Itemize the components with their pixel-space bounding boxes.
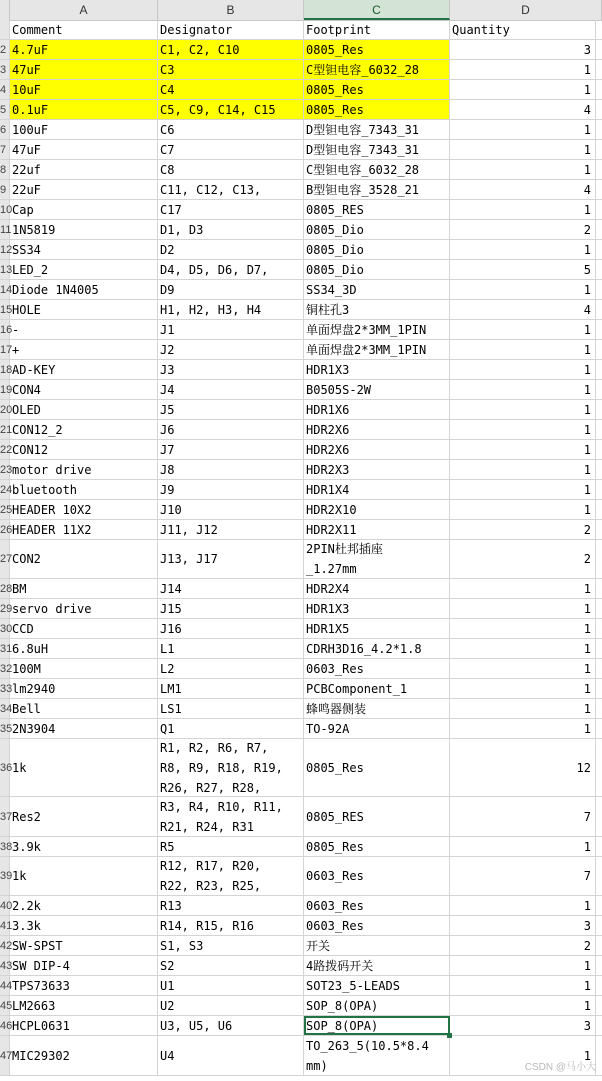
table-row [0, 956, 602, 976]
header-footprint[interactable]: Footprint [304, 20, 450, 39]
cell-designator[interactable]: U2 [158, 996, 304, 1015]
cell-designator[interactable]: J2 [158, 340, 304, 359]
cell-designator[interactable]: C11, C12, C13, [158, 180, 304, 199]
row-number[interactable]: 38 [0, 837, 10, 856]
row-number[interactable]: 40 [0, 896, 10, 915]
row-number[interactable]: 10 [0, 200, 10, 219]
row-number[interactable]: 15 [0, 300, 10, 319]
cell-designator[interactable]: D1, D3 [158, 220, 304, 239]
cell-footprint[interactable]: HDR2X11 [304, 520, 450, 539]
cell-comment[interactable]: 6.8uH [10, 639, 158, 658]
row-number[interactable]: 25 [0, 500, 10, 519]
cell-footprint[interactable]: HDR1X4 [304, 480, 450, 499]
cell-footprint[interactable]: 0805_Res [304, 837, 450, 856]
row-number[interactable]: 16 [0, 320, 10, 339]
cell-comment[interactable]: HCPL0631 [10, 1016, 158, 1035]
cell-designator[interactable]: Q1 [158, 719, 304, 738]
row-number[interactable]: 43 [0, 956, 10, 975]
cell-designator[interactable]: J7 [158, 440, 304, 459]
cell-quantity[interactable]: 1 [450, 440, 596, 459]
cell-comment[interactable]: - [10, 320, 158, 339]
cell-quantity[interactable]: 12 [450, 739, 596, 796]
table-row [0, 679, 602, 699]
cell-quantity[interactable]: 1 [450, 480, 596, 499]
cell-designator[interactable]: C4 [158, 80, 304, 99]
cell-footprint[interactable]: 单面焊盘2*3MM_1PIN [304, 320, 450, 339]
cell-footprint[interactable]: 0603_Res [304, 659, 450, 678]
table-row [0, 719, 602, 739]
table-row [0, 797, 602, 837]
cell-footprint[interactable]: HDR1X3 [304, 599, 450, 618]
cell-footprint[interactable]: 蜂鸣器侧装 [304, 699, 450, 718]
cell-comment[interactable]: Cap [10, 200, 158, 219]
table-row [0, 300, 602, 320]
cell-designator[interactable]: D4, D5, D6, D7, [158, 260, 304, 279]
cell-designator[interactable]: C3 [158, 60, 304, 79]
cell-comment[interactable]: HEADER 10X2 [10, 500, 158, 519]
cell-quantity[interactable]: 1 [450, 340, 596, 359]
cell-footprint[interactable]: CDRH3D16_4.2*1.8 [304, 639, 450, 658]
table-row [0, 916, 602, 936]
row-number[interactable]: 2 [0, 40, 10, 59]
table-row [0, 220, 602, 240]
watermark: CSDN @马小大 [524, 1062, 596, 1073]
cell-quantity[interactable]: 1 [450, 120, 596, 139]
cell-footprint[interactable]: 单面焊盘2*3MM_1PIN [304, 340, 450, 359]
header-designator[interactable]: Designator [158, 20, 304, 39]
cell-footprint[interactable]: 开关 [304, 936, 450, 955]
table-row [0, 480, 602, 500]
cell-designator[interactable]: J15 [158, 599, 304, 618]
cell-comment[interactable]: OLED [10, 400, 158, 419]
row-number[interactable]: 35 [0, 719, 10, 738]
cell-footprint[interactable]: D型钽电容_7343_31 [304, 140, 450, 159]
cell-quantity[interactable]: 4 [450, 180, 596, 199]
cell-comment[interactable]: LED_2 [10, 260, 158, 279]
cell-quantity[interactable]: 1 [450, 420, 596, 439]
cell-footprint[interactable]: B型钽电容_3528_21 [304, 180, 450, 199]
cell-footprint[interactable]: HDR2X3 [304, 460, 450, 479]
cell-footprint[interactable]: C型钽电容_6032_28 [304, 160, 450, 179]
cell-designator[interactable]: J3 [158, 360, 304, 379]
cell-designator[interactable]: J16 [158, 619, 304, 638]
cell-comment[interactable]: AD-KEY [10, 360, 158, 379]
cell-comment[interactable]: SS34 [10, 240, 158, 259]
cell-footprint[interactable]: SOT23_5-LEADS [304, 976, 450, 995]
row-number[interactable]: 45 [0, 996, 10, 1015]
cell-comment[interactable]: Bell [10, 699, 158, 718]
cell-footprint[interactable]: SOP_8(OPA) [304, 1016, 450, 1035]
row-number[interactable]: 30 [0, 619, 10, 638]
table-row [0, 599, 602, 619]
row-number[interactable]: 32 [0, 659, 10, 678]
select-all-corner[interactable] [0, 0, 10, 20]
row-number[interactable]: 27 [0, 540, 10, 578]
cell-quantity[interactable]: 2 [450, 540, 596, 578]
cell-quantity[interactable]: 2 [450, 520, 596, 539]
row-number[interactable]: 26 [0, 520, 10, 539]
table-row [0, 1016, 602, 1036]
cell-comment[interactable]: 47uF [10, 60, 158, 79]
cell-footprint[interactable]: B0505S-2W [304, 380, 450, 399]
sheet-grid [0, 20, 602, 1076]
cell-comment[interactable]: 22uF [10, 180, 158, 199]
table-row [0, 460, 602, 480]
cell-quantity[interactable]: 1 [450, 1036, 596, 1075]
cell-comment[interactable]: SW DIP-4 [10, 956, 158, 975]
table-row [0, 500, 602, 520]
table-row [0, 280, 602, 300]
table-row [0, 520, 602, 540]
cell-quantity[interactable]: 3 [450, 40, 596, 59]
cell-footprint[interactable]: HDR1X6 [304, 400, 450, 419]
cell-designator[interactable]: R12, R17, R20, R22, R23, R25, [158, 857, 304, 895]
cell-comment[interactable]: 100M [10, 659, 158, 678]
cell-designator[interactable]: C6 [158, 120, 304, 139]
row-number[interactable]: 39 [0, 857, 10, 895]
row-number[interactable]: 13 [0, 260, 10, 279]
row-number[interactable]: 42 [0, 936, 10, 955]
cell-designator[interactable]: J6 [158, 420, 304, 439]
cell-comment[interactable]: CON12_2 [10, 420, 158, 439]
cell-quantity[interactable]: 1 [450, 996, 596, 1015]
cell-quantity[interactable]: 1 [450, 200, 596, 219]
cell-comment[interactable]: CON4 [10, 380, 158, 399]
cell-quantity[interactable]: 1 [450, 80, 596, 99]
row-number[interactable]: 6 [0, 120, 10, 139]
row-number[interactable]: 4 [0, 80, 10, 99]
cell-quantity[interactable]: 1 [450, 579, 596, 598]
cell-quantity[interactable]: 1 [450, 500, 596, 519]
cell-designator[interactable]: C1, C2, C10 [158, 40, 304, 59]
cell-comment[interactable]: 47uF [10, 140, 158, 159]
cell-footprint[interactable]: 0805_RES [304, 797, 450, 836]
cell-designator[interactable]: R13 [158, 896, 304, 915]
table-row [0, 420, 602, 440]
cell-quantity[interactable]: 1 [450, 619, 596, 638]
row-number[interactable]: 41 [0, 916, 10, 935]
cell-comment[interactable]: MIC29302 [10, 1036, 158, 1075]
cell-quantity[interactable]: 1 [450, 60, 596, 79]
cell-footprint[interactable]: 0805_Dio [304, 260, 450, 279]
table-row [0, 40, 602, 60]
cell-quantity[interactable]: 1 [450, 400, 596, 419]
cell-designator[interactable]: C5, C9, C14, C15 [158, 100, 304, 119]
cell-quantity[interactable]: 2 [450, 220, 596, 239]
row-number[interactable]: 47 [0, 1036, 10, 1075]
row-number[interactable]: 23 [0, 460, 10, 479]
cell-quantity[interactable]: 1 [450, 896, 596, 915]
cell-quantity[interactable]: 2 [450, 936, 596, 955]
cell-footprint[interactable]: 0805_Dio [304, 240, 450, 259]
cell-quantity[interactable]: 1 [450, 719, 596, 738]
cell-quantity[interactable]: 1 [450, 380, 596, 399]
cell-footprint[interactable]: 0603_Res [304, 896, 450, 915]
row-number[interactable]: 31 [0, 639, 10, 658]
table-row [0, 540, 602, 579]
cell-quantity[interactable]: 4 [450, 100, 596, 119]
table-row [0, 240, 602, 260]
cell-designator[interactable]: R14, R15, R16 [158, 916, 304, 935]
table-row [0, 140, 602, 160]
table-row [0, 360, 602, 380]
row-number[interactable]: 3 [0, 60, 10, 79]
cell-footprint[interactable]: 0603_Res [304, 857, 450, 895]
cell-designator[interactable]: D9 [158, 280, 304, 299]
cell-designator[interactable]: LM1 [158, 679, 304, 698]
table-row [0, 837, 602, 857]
cell-comment[interactable]: 10uF [10, 80, 158, 99]
table-row [0, 579, 602, 599]
row-number[interactable]: 46 [0, 1016, 10, 1035]
column-header-bar [0, 0, 602, 21]
cell-footprint[interactable]: TO-92A [304, 719, 450, 738]
header-comment[interactable]: Comment [10, 20, 158, 39]
row-number[interactable]: 8 [0, 160, 10, 179]
table-row [0, 340, 602, 360]
cell-quantity[interactable]: 1 [450, 320, 596, 339]
cell-comment[interactable]: servo drive [10, 599, 158, 618]
cell-footprint[interactable]: 铜柱孔3 [304, 300, 450, 319]
table-row [0, 120, 602, 140]
column-header-d[interactable]: D [450, 0, 602, 20]
cell-designator[interactable]: R1, R2, R6, R7, R8, R9, R18, R19, R26, R27, R28, [158, 739, 304, 796]
cell-comment[interactable]: 2N3904 [10, 719, 158, 738]
cell-comment[interactable]: 1N5819 [10, 220, 158, 239]
cell-footprint[interactable]: HDR2X10 [304, 500, 450, 519]
cell-designator[interactable]: J1 [158, 320, 304, 339]
cell-quantity[interactable]: 1 [450, 639, 596, 658]
cell-designator[interactable]: S1, S3 [158, 936, 304, 955]
table-row [0, 180, 602, 200]
cell-quantity[interactable]: 3 [450, 1016, 596, 1035]
cell-footprint[interactable]: 0805_Res [304, 100, 450, 119]
table-row [0, 160, 602, 180]
cell-quantity[interactable]: 1 [450, 460, 596, 479]
cell-footprint[interactable]: HDR2X6 [304, 440, 450, 459]
cell-comment[interactable]: LM2663 [10, 996, 158, 1015]
cell-designator[interactable]: J8 [158, 460, 304, 479]
row-number[interactable]: 28 [0, 579, 10, 598]
table-row [0, 440, 602, 460]
row-number[interactable]: 12 [0, 240, 10, 259]
row-number[interactable]: 18 [0, 360, 10, 379]
row-number[interactable]: 34 [0, 699, 10, 718]
row-number[interactable]: 22 [0, 440, 10, 459]
cell-quantity[interactable]: 4 [450, 300, 596, 319]
table-row [0, 100, 602, 120]
cell-footprint[interactable]: 0805_Res [304, 739, 450, 796]
cell-comment[interactable]: CON12 [10, 440, 158, 459]
cell-designator[interactable]: R3, R4, R10, R11, R21, R24, R31 [158, 797, 304, 836]
cell-footprint[interactable]: PCBComponent_1 [304, 679, 450, 698]
cell-footprint[interactable]: TO_263_5(10.5*8.4 mm) [304, 1036, 450, 1075]
table-row [0, 896, 602, 916]
cell-quantity[interactable]: 5 [450, 260, 596, 279]
cell-footprint[interactable]: 0805_RES [304, 200, 450, 219]
cell-comment[interactable]: BM [10, 579, 158, 598]
cell-comment[interactable]: 4.7uF [10, 40, 158, 59]
row-number[interactable]: 36 [0, 739, 10, 796]
table-row [0, 857, 602, 896]
cell-comment[interactable]: 3.3k [10, 916, 158, 935]
cell-comment[interactable]: HEADER 11X2 [10, 520, 158, 539]
cell-comment[interactable]: + [10, 340, 158, 359]
cell-quantity[interactable]: 1 [450, 699, 596, 718]
cell-designator[interactable]: J9 [158, 480, 304, 499]
cell-designator[interactable]: S2 [158, 956, 304, 975]
table-row [0, 200, 602, 220]
cell-footprint[interactable]: HDR1X3 [304, 360, 450, 379]
table-row [0, 1036, 602, 1076]
table-row [0, 976, 602, 996]
cell-designator[interactable]: J10 [158, 500, 304, 519]
cell-quantity[interactable]: 1 [450, 837, 596, 856]
row-number[interactable]: 17 [0, 340, 10, 359]
cell-quantity[interactable]: 1 [450, 240, 596, 259]
cell-comment[interactable]: SW-SPST [10, 936, 158, 955]
cell-footprint[interactable]: 0805_Dio [304, 220, 450, 239]
column-header-c[interactable]: C [304, 0, 450, 20]
row-number[interactable]: 44 [0, 976, 10, 995]
row-number[interactable]: 14 [0, 280, 10, 299]
cell-footprint[interactable]: 0805_Res [304, 80, 450, 99]
cell-designator[interactable]: L1 [158, 639, 304, 658]
row-number[interactable]: 37 [0, 797, 10, 836]
cell-designator[interactable]: J14 [158, 579, 304, 598]
cell-quantity[interactable]: 1 [450, 679, 596, 698]
cell-designator[interactable]: U4 [158, 1036, 304, 1075]
cell-comment[interactable]: bluetooth [10, 480, 158, 499]
cell-comment[interactable]: 100uF [10, 120, 158, 139]
cell-quantity[interactable]: 1 [450, 140, 596, 159]
cell-footprint[interactable]: D型钽电容_7343_31 [304, 120, 450, 139]
cell-footprint[interactable]: HDR1X5 [304, 619, 450, 638]
cell-quantity[interactable]: 1 [450, 976, 596, 995]
table-row [0, 380, 602, 400]
cell-comment[interactable]: 1k [10, 739, 158, 796]
row-number[interactable]: 11 [0, 220, 10, 239]
cell-quantity[interactable]: 1 [450, 599, 596, 618]
table-row [0, 619, 602, 639]
cell-quantity[interactable]: 1 [450, 280, 596, 299]
cell-quantity[interactable]: 1 [450, 956, 596, 975]
cell-designator[interactable]: U3, U5, U6 [158, 1016, 304, 1035]
row-number[interactable]: 33 [0, 679, 10, 698]
header-quantity[interactable]: Quantity [450, 20, 596, 39]
cell-comment[interactable]: Res2 [10, 797, 158, 836]
cell-comment[interactable]: HOLE [10, 300, 158, 319]
column-header-b[interactable]: B [158, 0, 304, 20]
row-number[interactable] [0, 20, 10, 39]
cell-quantity[interactable]: 1 [450, 360, 596, 379]
cell-comment[interactable]: 1k [10, 857, 158, 895]
table-row [0, 996, 602, 1016]
table-row [0, 739, 602, 797]
cell-comment[interactable]: CON2 [10, 540, 158, 578]
cell-designator[interactable]: J13, J17 [158, 540, 304, 578]
cell-footprint[interactable]: 0603_Res [304, 916, 450, 935]
table-row [0, 60, 602, 80]
cell-quantity[interactable]: 1 [450, 659, 596, 678]
row-number[interactable]: 9 [0, 180, 10, 199]
row-number[interactable]: 20 [0, 400, 10, 419]
cell-designator[interactable]: H1, H2, H3, H4 [158, 300, 304, 319]
header-row [0, 20, 602, 40]
cell-comment[interactable]: 0.1uF [10, 100, 158, 119]
cell-footprint[interactable]: C型钽电容_6032_28 [304, 60, 450, 79]
table-row [0, 936, 602, 956]
cell-footprint[interactable]: HDR2X4 [304, 579, 450, 598]
cell-comment[interactable]: 3.9k [10, 837, 158, 856]
table-row [0, 80, 602, 100]
cell-footprint[interactable]: 0805_Res [304, 40, 450, 59]
column-header-a[interactable]: A [10, 0, 158, 20]
row-number[interactable]: 21 [0, 420, 10, 439]
cell-footprint[interactable]: SS34_3D [304, 280, 450, 299]
cell-designator[interactable]: J5 [158, 400, 304, 419]
cell-comment[interactable]: lm2940 [10, 679, 158, 698]
cell-designator[interactable]: J4 [158, 380, 304, 399]
cell-footprint[interactable]: HDR2X6 [304, 420, 450, 439]
cell-comment[interactable]: TPS73633 [10, 976, 158, 995]
cell-comment[interactable]: motor drive [10, 460, 158, 479]
cell-comment[interactable]: CCD [10, 619, 158, 638]
row-number[interactable]: 29 [0, 599, 10, 618]
cell-comment[interactable]: Diode 1N4005 [10, 280, 158, 299]
cell-quantity[interactable]: 7 [450, 797, 596, 836]
row-number[interactable]: 5 [0, 100, 10, 119]
row-number[interactable]: 7 [0, 140, 10, 159]
cell-designator[interactable]: L2 [158, 659, 304, 678]
cell-designator[interactable]: LS1 [158, 699, 304, 718]
cell-designator[interactable]: R5 [158, 837, 304, 856]
cell-designator[interactable]: D2 [158, 240, 304, 259]
cell-footprint[interactable]: 4路拨码开关 [304, 956, 450, 975]
table-row [0, 659, 602, 679]
cell-quantity[interactable]: 3 [450, 916, 596, 935]
table-row [0, 699, 602, 719]
cell-footprint[interactable]: SOP_8(OPA) [304, 996, 450, 1015]
table-row [0, 639, 602, 659]
cell-quantity[interactable]: 7 [450, 857, 596, 895]
cell-designator[interactable]: C8 [158, 160, 304, 179]
cell-comment[interactable]: 22uf [10, 160, 158, 179]
row-number[interactable]: 19 [0, 380, 10, 399]
cell-designator[interactable]: J11, J12 [158, 520, 304, 539]
table-row [0, 260, 602, 280]
cell-designator[interactable]: U1 [158, 976, 304, 995]
row-number[interactable]: 24 [0, 480, 10, 499]
table-row [0, 400, 602, 420]
cell-designator[interactable]: C7 [158, 140, 304, 159]
cell-comment[interactable]: 2.2k [10, 896, 158, 915]
table-row [0, 320, 602, 340]
cell-quantity[interactable]: 1 [450, 160, 596, 179]
cell-designator[interactable]: C17 [158, 200, 304, 219]
cell-footprint[interactable]: 2PIN杜邦插座 _1.27mm [304, 540, 450, 578]
